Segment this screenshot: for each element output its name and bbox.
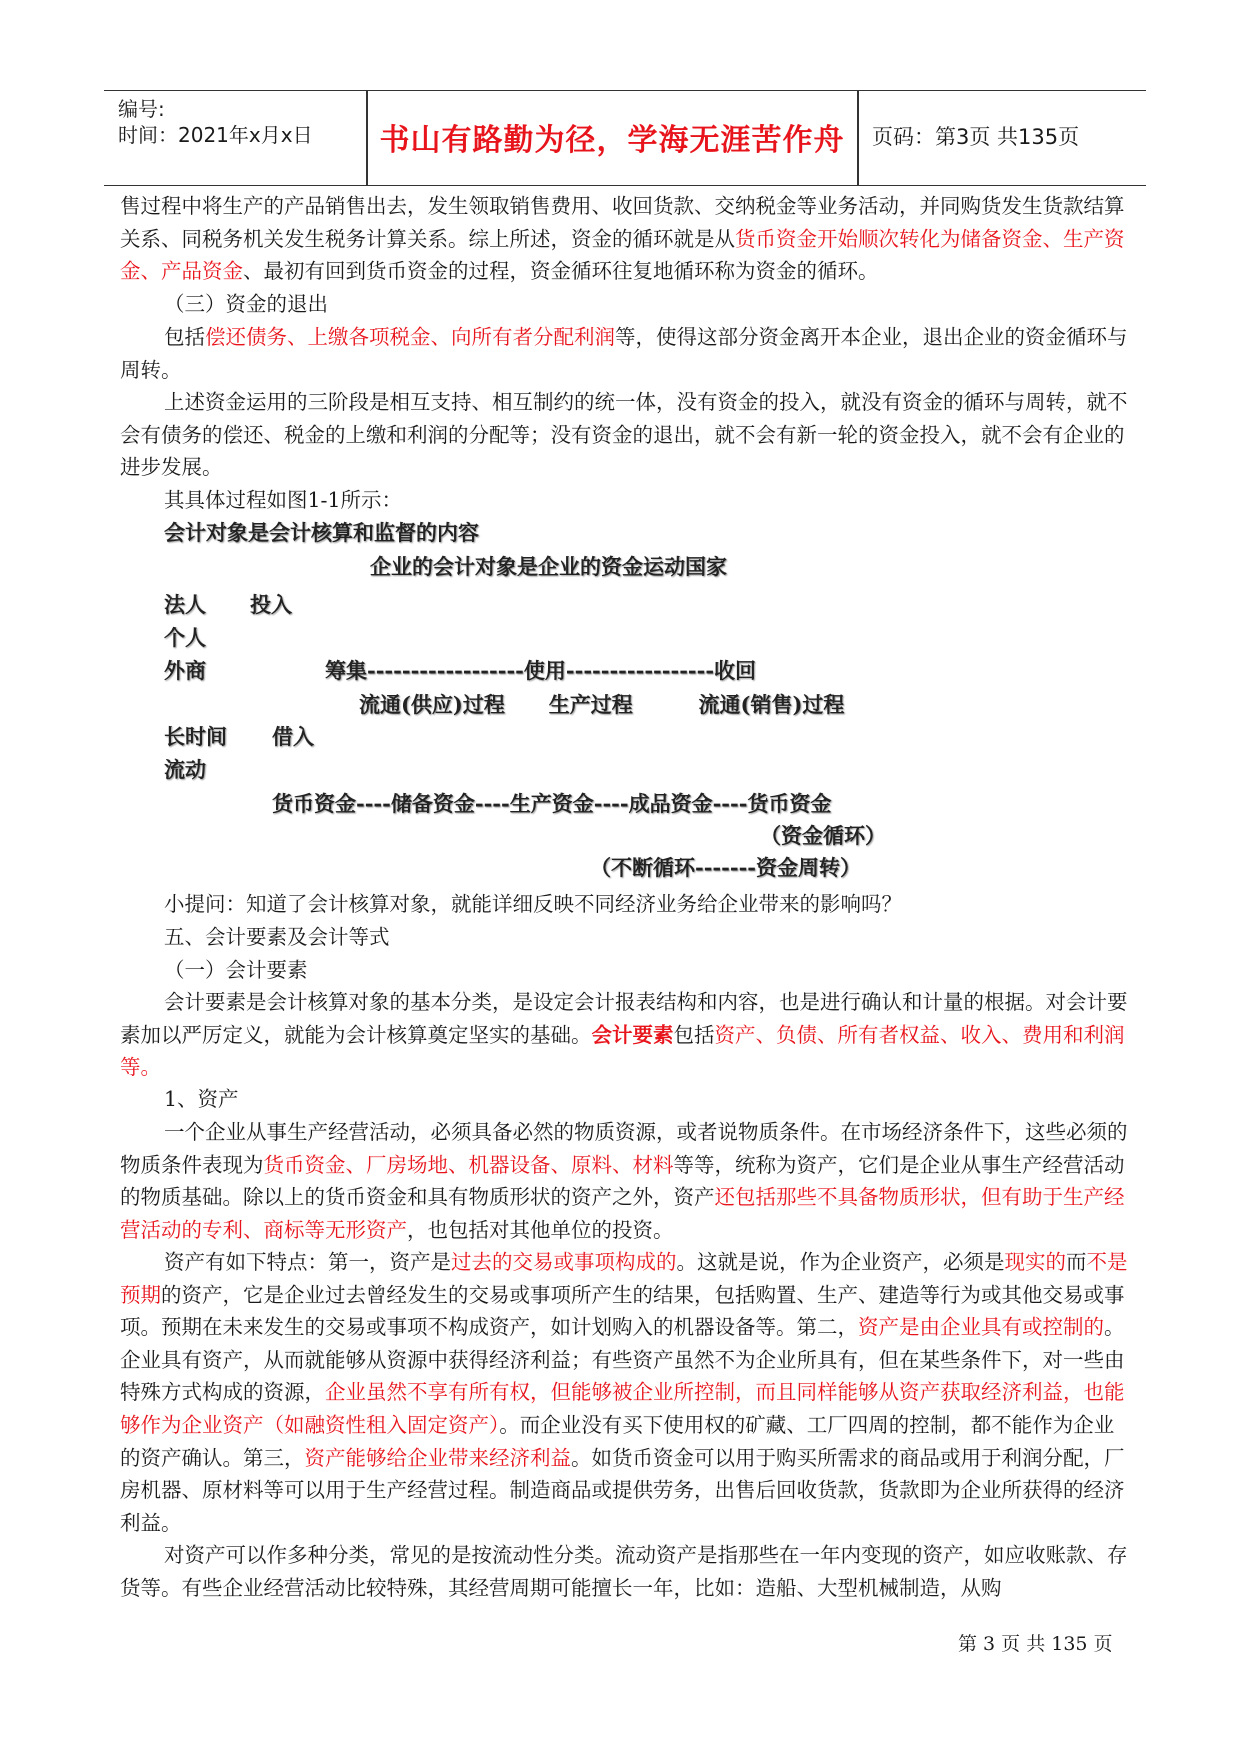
document-date: 时间：2021年x月x日 [118, 123, 313, 147]
header-divider [857, 91, 859, 185]
paragraph-assets-classification: 对资产可以作多种分类，常见的是按流动性分类。流动资产是指那些在一年内变现的资产，如应收账款、存货等。有些企业经营活动比较特殊，其经营周期可能擅长一年，比如：造船、大型机械制造，从购 [120, 1543, 1128, 1600]
diagram-label: 外商 [164, 658, 206, 683]
highlight-bold: 会计要素 [591, 1022, 674, 1047]
paragraph-capital-circulation: 售过程中将生产的产品销售出去，发生领取销售费用、收回货款、交纳税金等业务活动，并同购货发生货款结算关系、同税务机关发生税务计算关系。综上所述，资金的循环就是从货币资金开始顺次转化为储备资金、生产资金、产品资金、最初有回到货币资金的过程，资金循环往复地循环称为资金的循环。 [120, 194, 1125, 284]
subsection-heading: （一）会计要素 [164, 958, 308, 982]
page-header [104, 90, 1146, 186]
paragraph-accounting-elements: 会计要素是会计核算对象的基本分类，是设定会计报表结构和内容，也是进行确认和计量的根据。对会计要素加以严厉定义，就能为会计核算奠定坚实的基础。会计要素包括资产、负债、所有者权益、收入、费用和利润等。 [120, 990, 1128, 1080]
diagram-label: 长时间 [164, 724, 227, 749]
highlight: 货币资金开始顺次转化为储备资金、生产资金、产品资金 [120, 226, 1125, 284]
header-page-number: 页码：第3页 共135页 [872, 125, 1080, 149]
highlight: 不是预期 [120, 1250, 1128, 1307]
highlight: 企业虽然不享有所有权，但能够被企业所控制，而且同样能够从资产获取经济利益，也能够作为企业资产（如融资性租入固定资产） [120, 1380, 1125, 1437]
diagram-subtitle: 企业的会计对象是企业的资金运动国家 [370, 554, 727, 579]
diagram-note: （不断循环-------资金周转） [590, 855, 862, 880]
highlight: 现实的 [1004, 1250, 1066, 1274]
diagram-label: 流动 [164, 757, 206, 782]
paragraph-three-stages: 上述资金运用的三阶段是相互支持、相互制约的统一体，没有资金的投入，就没有资金的循环与周转，就不会有债务的偿还、税金的上缴和利润的分配等；没有资金的退出，就不会有新一轮的资金投入，就不会有企业的进步发展。 [120, 390, 1128, 480]
diagram-title: 会计对象是会计核算和监督的内容 [164, 520, 479, 545]
diagram-capital-chain: 货币资金----储备资金----生产资金----成品资金----货币资金 [272, 791, 832, 816]
document-number: 编号: [118, 97, 165, 121]
highlight: 还包括那些不具备物质形状，但有助于生产经营活动的专利、商标等无形资产 [120, 1185, 1125, 1242]
paragraph-figure-intro: 其具体过程如图1-1所示： [164, 488, 403, 512]
diagram-label: 个人 [164, 625, 206, 650]
paragraph-question: 小提问：知道了会计核算对象，就能详细反映不同经济业务给企业带来的影响吗？ [164, 892, 902, 916]
section-heading: 五、会计要素及会计等式 [164, 925, 390, 949]
highlight: 资产能够给企业带来经济利益 [304, 1445, 571, 1470]
paragraph-withdrawal: 包括偿还债务、上缴各项税金、向所有者分配利润等，使得这部分资金离开本企业，退出企业的资金循环与周转。 [120, 325, 1128, 382]
paragraph-assets-features: 资产有如下特点：第一，资产是过去的交易或事项构成的。这就是说，作为企业资产，必须是现实的而不是预期的资产，它是企业过去曾经发生的交易或事项所产生的结果，包括购置、生产、建造等行为或其他交易或事项。预期在未来发生的交易或事项不构成资产，如计划购入的机器设备等。第二，资产是由企业具有或控制的。企业具有资产，从而就能够从资源中获得经济利益；有些资产虽然不为企业所具有，但在某些条件下，对一些由特殊方式构成的资源，企业虽然不享有所有权，但能够被企业所控制，而且同样能够从资产获取经济利益，也能够作为企业资产（如融资性租入固定资产）。而企业没有买下使用权的矿藏、工厂四周的控制，都不能作为企业的资产确认。第三，资产能够给企业带来经济利益。如货币资金可以用于购买所需求的商品或用于利润分配，厂房机器、原材料等可以用于生产经营过程。制造商品或提供劳务，出售后回收货款，货款即为企业所获得的经济利益。 [120, 1250, 1128, 1535]
highlight: 偿还债务、上缴各项税金、向所有者分配利润 [205, 325, 615, 349]
diagram-label: 法人 [164, 592, 206, 617]
diagram-note: （资金循环） [760, 823, 886, 848]
diagram-label: 借入 [272, 724, 314, 749]
paragraph-assets-definition: 一个企业从事生产经营活动，必须具备必然的物质资源，或者说物质条件。在市场经济条件下，这些必须的物质条件表现为货币资金、厂房场地、机器设备、原料、材料等等，统称为资产，它们是企业从事生产经营活动的物质基础。除以上的货币资金和具有物质形状的资产之外，资产还包括那些不具备物质形状，但有助于生产经营活动的专利、商标等无形资产，也包括对其他单位的投资。 [120, 1120, 1128, 1242]
highlight: 资产是由企业具有或控制的 [858, 1315, 1104, 1340]
heading-capital-withdrawal: （三）资金的退出 [164, 292, 328, 316]
diagram-process-row: 流通(供应)过程 生产过程 流通(销售)过程 [359, 692, 845, 717]
page-footer: 第 3 页 共 135 页 [958, 1633, 1113, 1655]
subsection-heading: 1、资产 [164, 1087, 239, 1111]
header-motto: 书山有路勤为径，学海无涯苦作舟 [379, 123, 845, 158]
diagram-flow-line: 筹集------------------使用-----------------收回 [325, 658, 757, 683]
diagram-label: 投入 [250, 592, 292, 617]
highlight: 资产、负债、所有者权益、收入、费用和利润等。 [120, 1022, 1125, 1080]
highlight: 过去的交易或事项构成的 [451, 1250, 677, 1274]
highlight: 货币资金、厂房场地、机器设备、原料、材料 [263, 1152, 674, 1177]
